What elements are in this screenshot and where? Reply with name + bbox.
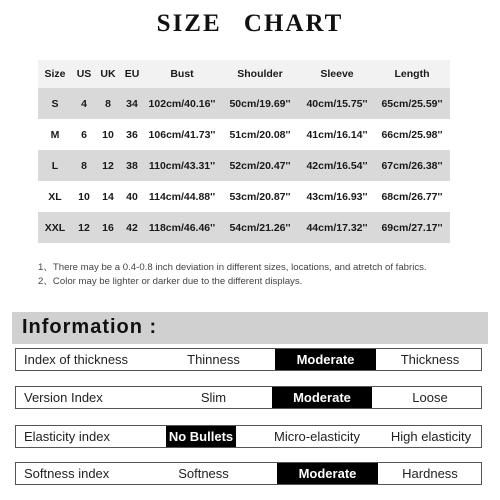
table-header-row	[38, 60, 450, 88]
table-cell: 10	[96, 119, 120, 150]
column-header: Length	[374, 60, 450, 88]
index-option-selected: Moderate	[272, 387, 372, 408]
information-title: Information :	[22, 316, 158, 338]
table-row	[38, 150, 450, 181]
table-cell: 40cm/15.75''	[300, 88, 374, 119]
table-cell: 16	[96, 212, 120, 243]
table-cell: 67cm/26.38''	[374, 150, 450, 181]
size-notes	[38, 261, 478, 289]
information-header	[12, 312, 488, 344]
index-label: Index of thickness	[24, 352, 129, 367]
table-cell: 41cm/16.14''	[300, 119, 374, 150]
table-cell: 43cm/16.93''	[300, 181, 374, 212]
note-item: 2、Color may be lighter or darker due to the different displays.	[38, 276, 303, 287]
table-cell: XL	[38, 181, 72, 212]
table-cell: 118cm/46.46''	[144, 212, 220, 243]
table-cell: 4	[72, 88, 96, 119]
table-cell: XXL	[38, 212, 72, 243]
table-cell: 34	[120, 88, 144, 119]
column-header: US	[72, 60, 96, 88]
table-cell: 36	[120, 119, 144, 150]
table-cell: 12	[96, 150, 120, 181]
table-cell: 42cm/16.54''	[300, 150, 374, 181]
column-header: Sleeve	[300, 60, 374, 88]
table-cell: 42	[120, 212, 144, 243]
table-cell: 8	[72, 150, 96, 181]
index-option: Thickness	[400, 352, 460, 367]
version-index-row	[15, 386, 482, 409]
table-cell: 12	[72, 212, 96, 243]
table-row	[38, 88, 450, 119]
table-cell: 54cm/21.26''	[220, 212, 300, 243]
size-table	[38, 60, 450, 243]
table-cell: 69cm/27.17''	[374, 212, 450, 243]
table-row	[38, 119, 450, 150]
index-option: Loose	[412, 390, 448, 405]
table-cell: S	[38, 88, 72, 119]
note-item: 1、There may be a 0.4-0.8 inch deviation in different sizes, locations, and atretch of fabrics.	[38, 262, 427, 273]
column-header: Bust	[144, 60, 220, 88]
thickness-index-row	[15, 348, 482, 371]
index-option-selected: No Bullets	[166, 426, 236, 447]
table-cell: 52cm/20.47''	[220, 150, 300, 181]
index-label: Elasticity index	[24, 429, 110, 444]
size-chart-title: SIZE CHART	[156, 10, 344, 37]
index-option-selected: Moderate	[275, 349, 376, 370]
column-header: Shoulder	[220, 60, 300, 88]
index-label: Version Index	[24, 390, 103, 405]
softness-index-row	[15, 462, 482, 485]
table-cell: 6	[72, 119, 96, 150]
column-header: UK	[96, 60, 120, 88]
table-cell: 10	[72, 181, 96, 212]
column-header: Size	[38, 60, 72, 88]
table-cell: 50cm/19.69''	[220, 88, 300, 119]
table-cell: 114cm/44.88''	[144, 181, 220, 212]
index-option: Thinness	[187, 352, 240, 367]
table-cell: 40	[120, 181, 144, 212]
table-cell: M	[38, 119, 72, 150]
index-option: Micro-elasticity	[274, 429, 360, 444]
table-cell: 38	[120, 150, 144, 181]
table-cell: 8	[96, 88, 120, 119]
table-row	[38, 212, 450, 243]
index-option: Hardness	[402, 466, 458, 481]
table-cell: 53cm/20.87''	[220, 181, 300, 212]
index-option: Slim	[200, 390, 227, 405]
table-cell: L	[38, 150, 72, 181]
table-cell: 106cm/41.73''	[144, 119, 220, 150]
table-cell: 110cm/43.31''	[144, 150, 220, 181]
index-option: Softness	[178, 466, 229, 481]
table-row	[38, 181, 450, 212]
table-cell: 44cm/17.32''	[300, 212, 374, 243]
table-cell: 51cm/20.08''	[220, 119, 300, 150]
column-header: EU	[120, 60, 144, 88]
index-label: Softness index	[24, 466, 110, 481]
index-option: High elasticity	[390, 429, 472, 444]
table-cell: 65cm/25.59''	[374, 88, 450, 119]
index-option-selected: Moderate	[277, 463, 378, 484]
table-cell: 68cm/26.77''	[374, 181, 450, 212]
table-cell: 14	[96, 181, 120, 212]
elasticity-index-row	[15, 425, 482, 448]
table-cell: 66cm/25.98''	[374, 119, 450, 150]
table-cell: 102cm/40.16''	[144, 88, 220, 119]
